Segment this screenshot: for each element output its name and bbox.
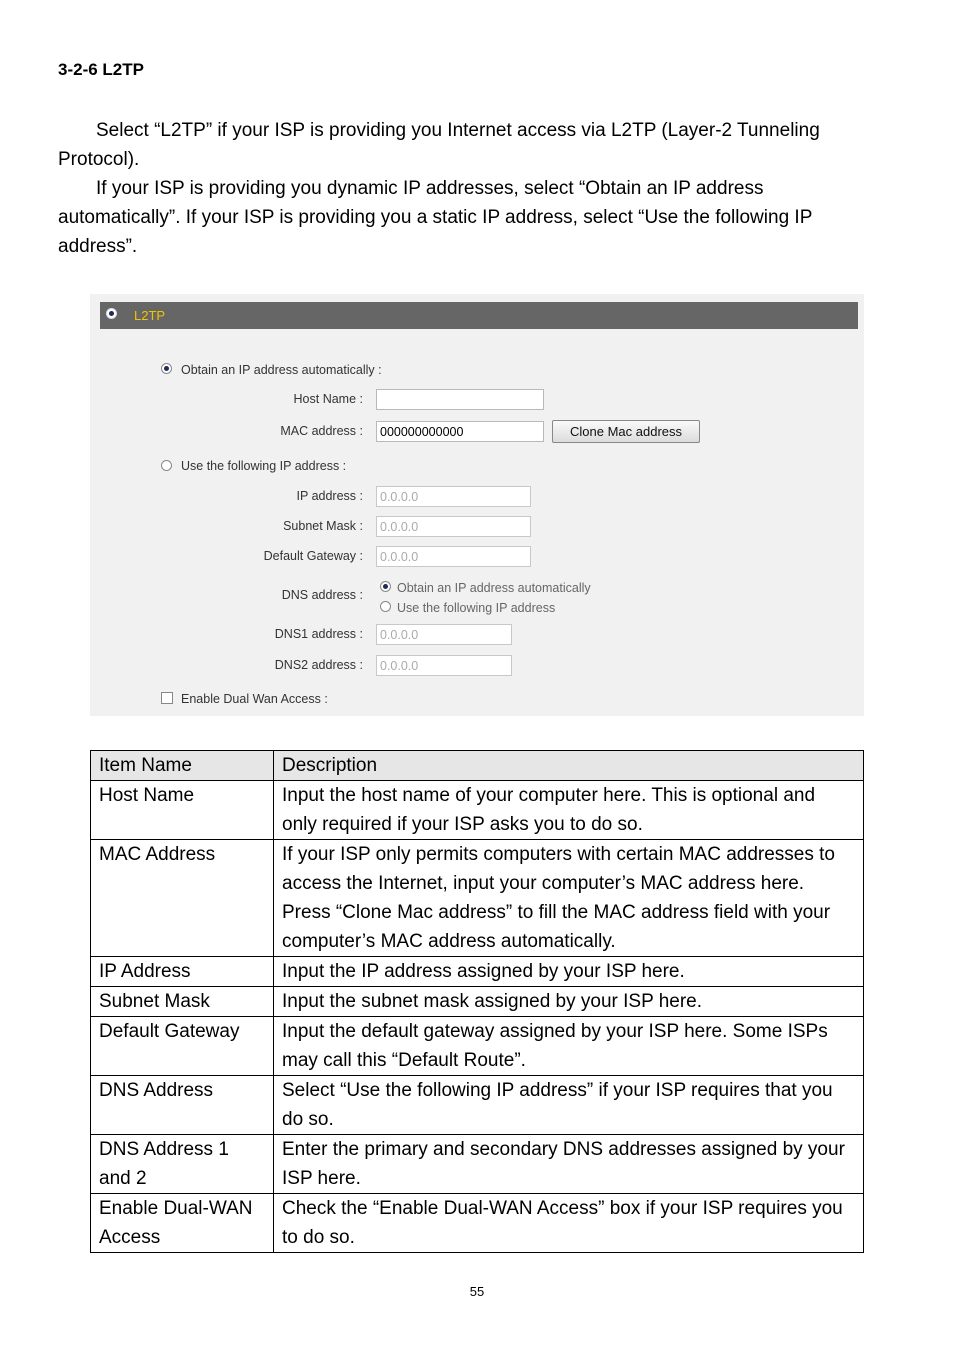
dual-wan-checkbox[interactable] (161, 692, 173, 704)
table-row (91, 1076, 864, 1135)
dns2-address-input[interactable] (376, 655, 512, 676)
use-following-radio[interactable] (161, 460, 172, 471)
table-row (91, 1017, 864, 1076)
table-cell-description: Input the host name of your computer here. This is optional and only required if your ISP asks you to do so. (274, 781, 864, 840)
table-cell-item: Enable Dual-WAN Access (91, 1194, 274, 1253)
panel-title: L2TP (134, 308, 166, 323)
host-name-input[interactable] (376, 389, 544, 410)
dns-obtain-auto-radio[interactable] (380, 581, 391, 592)
table-cell-item: DNS Address (91, 1076, 274, 1135)
mac-address-input[interactable] (376, 421, 544, 442)
table-row (91, 957, 864, 987)
section-heading: 3-2-6 L2TP (58, 60, 144, 79)
table-header-description: Description (274, 751, 864, 781)
obtain-auto-radio[interactable] (161, 363, 172, 374)
table-header-item-name: Item Name (91, 751, 274, 781)
host-name-label: Host Name : (293, 392, 363, 406)
table-row (91, 781, 864, 840)
l2tp-radio[interactable] (106, 308, 117, 319)
intro-paragraph-2-text: If your ISP is providing you dynamic IP addresses, select “Obtain an IP address automatically”. If your ISP is providing you a static IP address, select “Use the following IP address”. (58, 178, 813, 257)
mac-address-label: MAC address : (280, 424, 363, 438)
table-cell-description: Check the “Enable Dual-WAN Access” box if your ISP requires you to do so. (274, 1194, 864, 1253)
dns-address-label: DNS address : (281, 588, 363, 602)
dns-obtain-auto-label: Obtain an IP address automatically (397, 581, 591, 595)
table-cell-description: If your ISP only permits computers with certain MAC addresses to access the Internet, input your computer’s MAC address here. Press “Clone Mac address” to fill the MAC address field with your computer’s MAC address automatically. (274, 840, 864, 957)
table-row (91, 987, 864, 1017)
table-row (91, 1135, 864, 1194)
table-cell-description: Select “Use the following IP address” if your ISP requires that you do so. (274, 1076, 864, 1135)
ip-address-label: IP address : (296, 489, 363, 503)
intro-paragraph-1-text: Select “L2TP” if your ISP is providing you Internet access via L2TP (Layer-2 Tunneling Protocol). (58, 120, 820, 170)
table-row (91, 840, 864, 957)
dns2-address-label: DNS2 address : (274, 658, 363, 672)
default-gateway-input[interactable] (376, 546, 531, 567)
table-cell-description: Input the default gateway assigned by your ISP here. Some ISPs may call this “Default Route”. (274, 1017, 864, 1076)
page-number: 55 (469, 1284, 485, 1299)
table-cell-description: Input the IP address assigned by your ISP here. (274, 957, 864, 987)
item-description-table (90, 750, 864, 1253)
table-row (91, 1194, 864, 1253)
default-gateway-label: Default Gateway : (263, 549, 363, 563)
table-cell-item: DNS Address 1 and 2 (91, 1135, 274, 1194)
table-cell-item: Subnet Mask (91, 987, 274, 1017)
subnet-mask-label: Subnet Mask : (283, 519, 363, 533)
table-cell-description: Enter the primary and secondary DNS addresses assigned by your ISP here. (274, 1135, 864, 1194)
subnet-mask-input[interactable] (376, 516, 531, 537)
table-cell-item: MAC Address (91, 840, 274, 957)
table-header-row (91, 751, 864, 781)
dns1-address-label: DNS1 address : (274, 627, 363, 641)
dns-use-following-radio[interactable] (380, 601, 391, 612)
table-cell-description: Input the subnet mask assigned by your ISP here. (274, 987, 864, 1017)
table-cell-item: Host Name (91, 781, 274, 840)
intro-paragraph-1 (58, 116, 878, 174)
table-cell-item: Default Gateway (91, 1017, 274, 1076)
intro-paragraph-2 (58, 174, 878, 261)
dns1-address-input[interactable] (376, 624, 512, 645)
dual-wan-label: Enable Dual Wan Access : (181, 692, 328, 706)
table-cell-item: IP Address (91, 957, 274, 987)
use-following-label: Use the following IP address : (181, 459, 347, 473)
l2tp-settings-screenshot (90, 294, 864, 716)
clone-mac-button[interactable]: Clone Mac address (552, 420, 700, 443)
panel-title-bar (100, 302, 858, 329)
dns-use-following-label: Use the following IP address (397, 601, 556, 615)
ip-address-input[interactable] (376, 486, 531, 507)
obtain-auto-label: Obtain an IP address automatically : (181, 363, 382, 377)
